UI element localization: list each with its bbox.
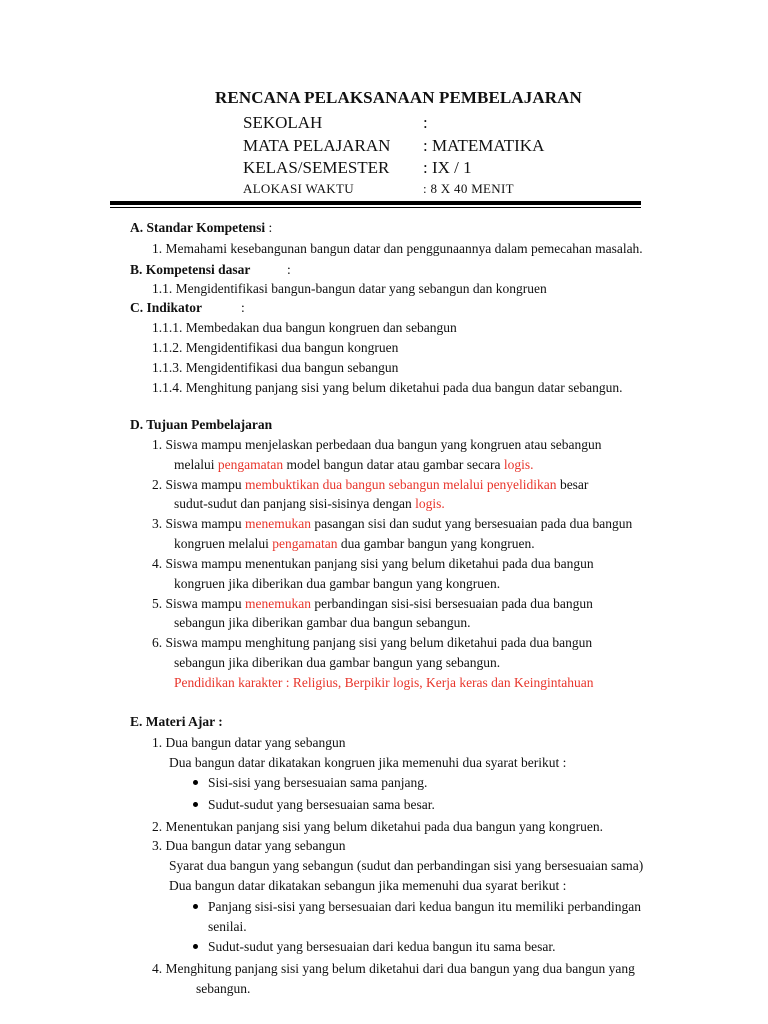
materi-1-bullet: Sudut-sudut yang bersesuaian sama besar. <box>208 797 435 812</box>
materi-2: 2. Menentukan panjang sisi yang belum diketahui pada dua bangun yang kongruen. <box>152 819 604 834</box>
materi-1: 1. Dua bangun datar yang sebangun <box>152 735 346 750</box>
section-e-heading: E. Materi Ajar : <box>130 714 223 729</box>
section-d-heading: D. Tujuan Pembelajaran <box>130 417 273 432</box>
materi-1-sub: Dua bangun datar dikatakan kongruen jika memenuhi dua syarat berikut : <box>169 755 567 770</box>
mata-pelajaran-label: MATA PELAJARAN <box>243 136 391 155</box>
tujuan-4-line1: 4. Siswa mampu menentukan panjang sisi yang belum diketahui pada dua bangun <box>152 556 594 571</box>
section-c-colon: : <box>241 300 245 315</box>
alokasi-waktu-value: : 8 X 40 MENIT <box>423 181 514 196</box>
header-divider-thin <box>110 207 641 208</box>
materi-1-bullet: Sisi-sisi yang bersesuaian sama panjang. <box>208 775 428 790</box>
tujuan-6-line1: 6. Siswa mampu menghitung panjang sisi yang belum diketahui pada dua bangun <box>152 635 593 650</box>
pendidikan-karakter: Pendidikan karakter : Religius, Berpikir logis, Kerja keras dan Keingintahuan <box>174 675 594 690</box>
section-b-colon: : <box>287 262 291 277</box>
section-c-heading: C. Indikator <box>130 300 203 315</box>
materi-3-bullet-2: Sudut-sudut yang bersesuaian dari kedua bangun itu sama besar. <box>208 939 556 954</box>
tujuan-2-line2: sudut-sudut dan panjang sisi-sisinya dengan logis. <box>174 496 445 511</box>
tujuan-1-line1: 1. Siswa mampu menjelaskan perbedaan dua bangun yang kongruen atau sebangun <box>152 437 602 452</box>
indikator-item: 1.1.4. Menghitung panjang sisi yang belum diketahui pada dua bangun datar sebangun. <box>152 380 623 395</box>
indikator-item: 1.1.2. Mengidentifikasi dua bangun kongruen <box>152 340 399 355</box>
materi-3: 3. Dua bangun datar yang sebangun <box>152 838 346 853</box>
materi-3-sub1: Syarat dua bangun yang sebangun (sudut dan perbandingan sisi yang bersesuaian sama) <box>169 858 644 873</box>
tujuan-6-line2: sebangun jika diberikan dua gambar bangun yang sebangun. <box>174 655 501 670</box>
mata-pelajaran-value: : MATEMATIKA <box>423 136 545 155</box>
tujuan-2-line1: 2. Siswa mampu membuktikan dua bangun sebangun melalui penyelidikan besar <box>152 477 589 492</box>
section-a-item: 1. Memahami kesebangunan bangun datar dan penggunaannya dalam pemecahan masalah. <box>152 241 643 256</box>
section-b-item: 1.1. Mengidentifikasi bangun-bangun datar yang sebangun dan kongruen <box>152 281 547 296</box>
section-a-heading: A. Standar Kompetensi : <box>130 220 273 235</box>
bullet-icon <box>193 780 198 785</box>
tujuan-1-line2: melalui pengamatan model bangun datar atau gambar secara logis. <box>174 457 534 472</box>
materi-3-bullet-1-line1: Panjang sisi-sisi yang bersesuaian dari kedua bangun itu memiliki perbandingan <box>208 899 642 914</box>
sekolah-label: SEKOLAH <box>243 113 323 132</box>
alokasi-waktu-label: ALOKASI WAKTU <box>243 181 354 196</box>
materi-3-bullet-1-line2: senilai. <box>208 919 247 934</box>
tujuan-5-line1: 5. Siswa mampu menemukan perbandingan sisi-sisi bersesuaian pada dua bangun <box>152 596 593 611</box>
tujuan-5-line2: sebangun jika diberikan gambar dua bangun sebangun. <box>174 615 471 630</box>
bullet-icon <box>193 802 198 807</box>
header-divider-thick <box>110 201 641 205</box>
materi-4-line1: 4. Menghitung panjang sisi yang belum diketahui dari dua bangun yang dua bangun yang <box>152 961 635 976</box>
sekolah-value: : <box>423 113 428 132</box>
indikator-item: 1.1.3. Mengidentifikasi dua bangun sebangun <box>152 360 399 375</box>
kelas-semester-label: KELAS/SEMESTER <box>243 158 390 177</box>
document-title: RENCANA PELAKSANAAN PEMBELAJARAN <box>215 88 582 107</box>
tujuan-4-line2: kongruen jika diberikan dua gambar bangun yang kongruen. <box>174 576 501 591</box>
materi-4-line2: sebangun. <box>196 981 251 996</box>
bullet-icon <box>193 904 198 909</box>
bullet-icon <box>193 944 198 949</box>
tujuan-3-line1: 3. Siswa mampu menemukan pasangan sisi dan sudut yang bersesuaian pada dua bangun <box>152 516 633 531</box>
indikator-item: 1.1.1. Membedakan dua bangun kongruen dan sebangun <box>152 320 457 335</box>
tujuan-3-line2: kongruen melalui pengamatan dua gambar bangun yang kongruen. <box>174 536 535 551</box>
materi-3-sub2: Dua bangun datar dikatakan sebangun jika memenuhi dua syarat berikut : <box>169 878 567 893</box>
kelas-semester-value: : IX / 1 <box>423 158 472 177</box>
section-b-heading: B. Kompetensi dasar <box>130 262 251 277</box>
